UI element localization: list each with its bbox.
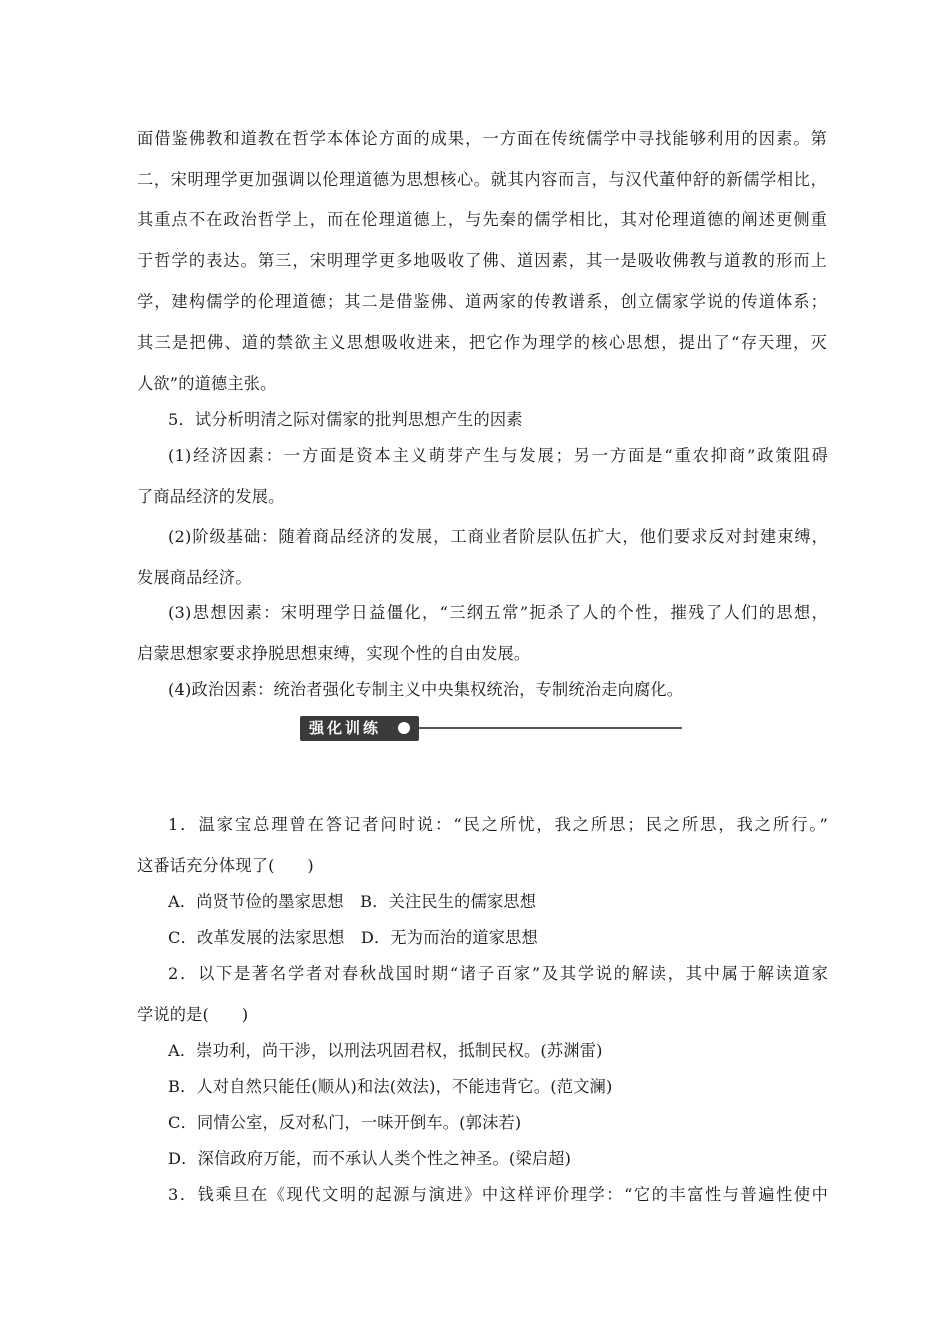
answer-line: (3)思想因素：宋明理学日益僵化，“三纲五常”扼杀了人的个性，摧残了人们的思想，	[168, 603, 828, 622]
exercise-stem: 2．以下是著名学者对春秋战国时期“诸子百家”及其学说的解读，其中属于解读道家	[168, 964, 828, 983]
exercise-option: C．同情公室，反对私门，一味开倒车。(郭沫若)	[168, 1113, 522, 1132]
paragraph-line: 其重点不在政治哲学上，而在伦理道德上，与先秦的儒学相比，其对伦理道德的阐述更侧重	[137, 210, 827, 229]
exercise-option: A．崇功利，尚干涉，以刑法巩固君权，抵制民权。(苏渊雷)	[168, 1041, 603, 1060]
paragraph-line: 二，宋明理学更加强调以伦理道德为思想核心。就其内容而言，与汉代董仲舒的新儒学相比，	[137, 170, 827, 189]
answer-line: 发展商品经济。	[137, 568, 252, 587]
exercise-option: D．深信政府万能，而不承认人类个性之神圣。(梁启超)	[168, 1149, 572, 1168]
bullet-dot-icon	[398, 722, 410, 734]
exercise-option: B．人对自然只能任(顺从)和法(效法)，不能违背它。(范文澜)	[168, 1077, 613, 1096]
exercise-stem: 这番话充分体现了( )	[137, 856, 314, 875]
paragraph-line: 人欲”的道德主张。	[137, 374, 277, 393]
banner-rule	[419, 727, 682, 729]
exercise-stem: 学说的是( )	[137, 1005, 249, 1024]
answer-line: (1)经济因素：一方面是资本主义萌芽产生与发展；另一方面是“重农抑商”政策阻碍	[168, 446, 828, 465]
exercise-stem: 3．钱乘旦在《现代文明的起源与演进》中这样评价理学：“它的丰富性与普遍性使中	[168, 1185, 828, 1204]
section-banner	[300, 716, 685, 742]
banner-label-text: 强化训练	[309, 719, 382, 737]
answer-line: 了商品经济的发展。	[137, 487, 285, 506]
paragraph-line: 其三是把佛、道的禁欲主义思想吸收进来，把它作为理学的核心思想，提出了“存天理，灭	[137, 333, 827, 352]
question-title: 5．试分析明清之际对儒家的批判思想产生的因素	[168, 410, 523, 429]
exercise-options: C．改革发展的法家思想 D．无为而治的道家思想	[168, 928, 538, 947]
paragraph-line: 面借鉴佛教和道教在哲学本体论方面的成果，一方面在传统儒学中寻找能够利用的因素。第	[137, 129, 827, 148]
exercise-options: A．尚贤节俭的墨家思想 B．关注民生的儒家思想	[168, 892, 537, 911]
exercise-stem: 1．温家宝总理曾在答记者问时说：“民之所忧，我之所思；民之所思，我之所行。”	[168, 815, 828, 834]
answer-line: 启蒙思想家要求挣脱思想束缚，实现个性的自由发展。	[137, 644, 531, 663]
paragraph-line: 学，建构儒学的伦理道德；其二是借鉴佛、道两家的传教谱系，创立儒家学说的传道体系；	[137, 292, 827, 311]
answer-line: (4)政治因素：统治者强化专制主义中央集权统治，专制统治走向腐化。	[168, 680, 684, 699]
answer-line: (2)阶级基础：随着商品经济的发展，工商业者阶层队伍扩大，他们要求反对封建束缚，	[168, 527, 828, 546]
paragraph-line: 于哲学的表达。第三，宋明理学更多地吸收了佛、道因素，其一是吸收佛教与道教的形而上	[137, 251, 827, 270]
